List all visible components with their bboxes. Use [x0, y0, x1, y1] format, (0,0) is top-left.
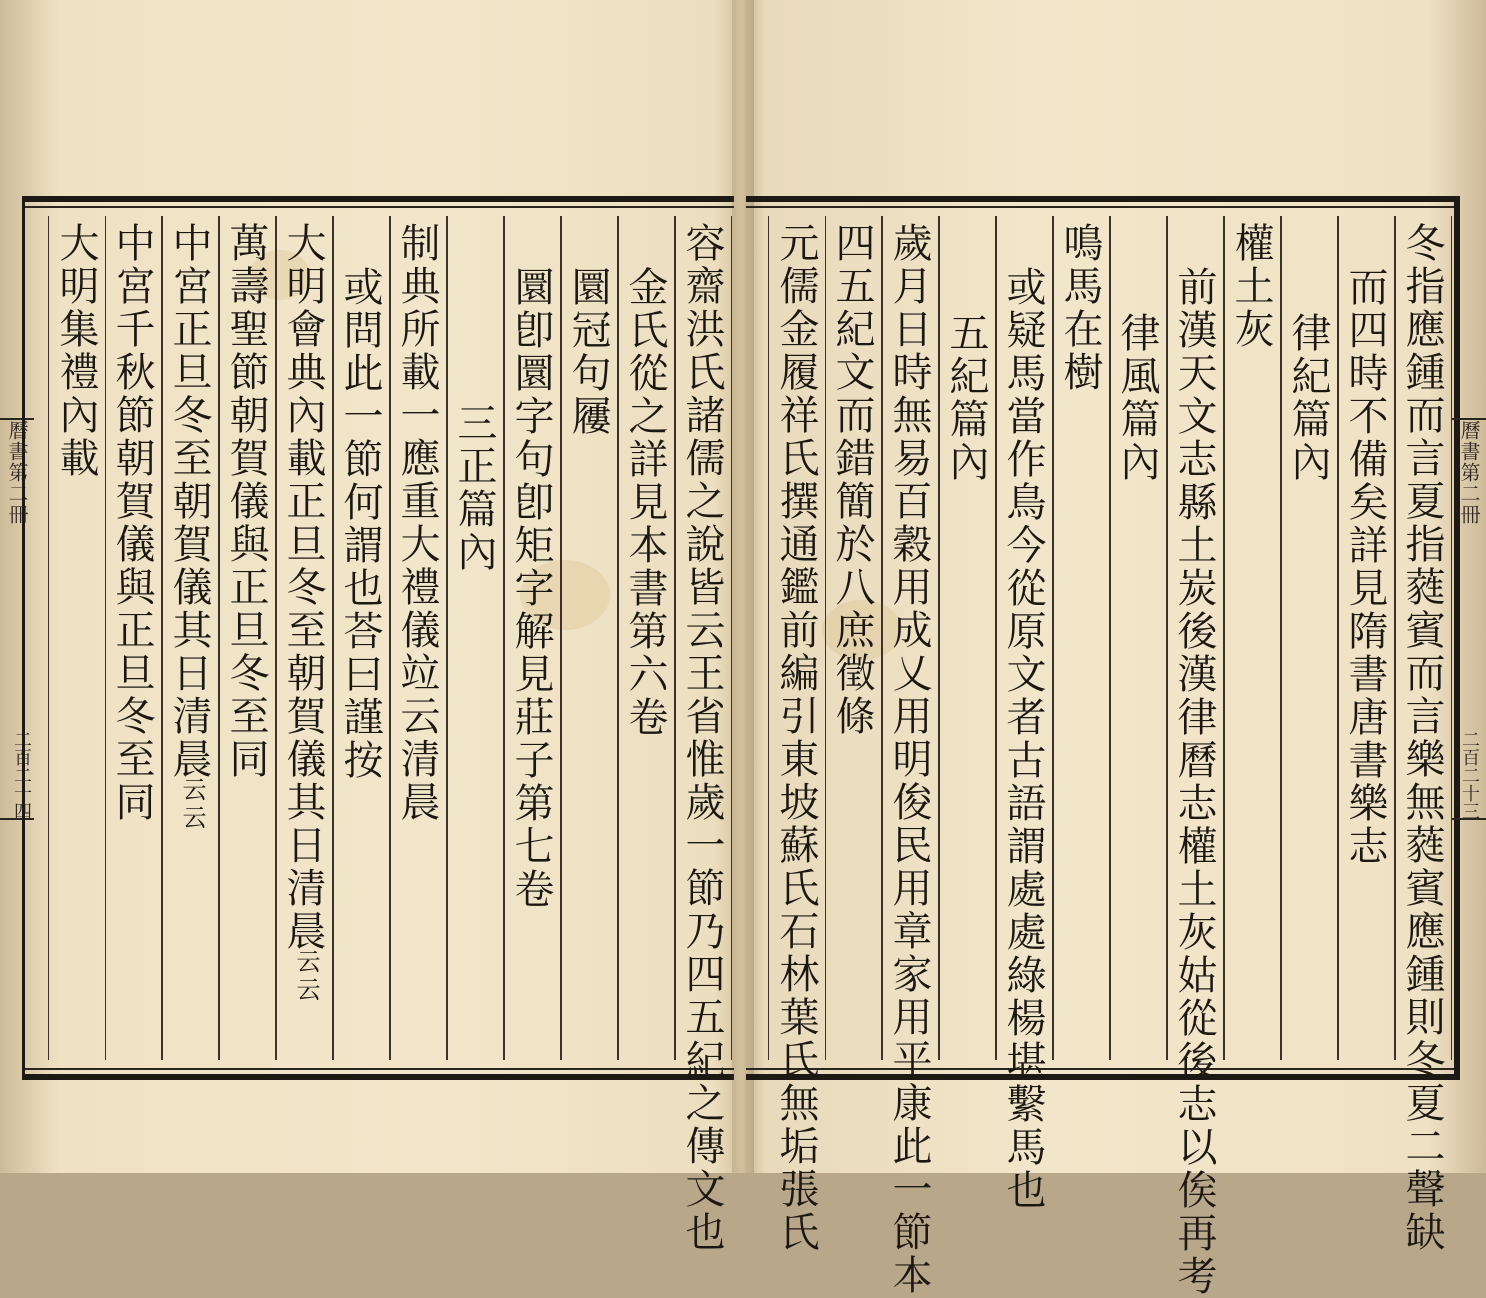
column-text: 律紀篇內 [1285, 312, 1331, 484]
column-text: 大明集禮內載 [53, 222, 99, 480]
column-text: 容齋洪氏諸儒之說皆云王省惟歲一節乃四五紀之傳文也 [679, 222, 725, 1254]
text-column [1224, 216, 1281, 1060]
column-text: 歲月日時無易百穀用成乂用明俊民用章家用平康此一節本 [886, 222, 932, 1297]
frame-rule [25, 1068, 734, 1070]
text-column [504, 216, 561, 1060]
text-column [105, 216, 162, 1060]
text-column [675, 216, 732, 1254]
column-text: 四五紀文而錯簡於八庶徵條 [829, 222, 875, 738]
fold-mark [1452, 418, 1486, 434]
left-margin-title: 曆書第二冊 [5, 420, 29, 525]
text-column [618, 216, 675, 1060]
text-column [825, 216, 882, 1060]
text-column [561, 216, 618, 1060]
column-text: 冬指應鍾而言夏指蕤賓而言樂無蕤賓應鍾則冬夏二聲缺 [1399, 222, 1445, 1254]
text-column [333, 216, 390, 1060]
text-column [768, 216, 825, 1254]
text-column [882, 216, 939, 1297]
right-margin-title: 曆書第二冊 [1457, 420, 1481, 525]
column-text: 元儒金履祥氏撰通鑑前編引東坡蘇氏石林葉氏無垢張氏 [773, 222, 819, 1254]
text-column [1281, 216, 1338, 1060]
right-page [742, 0, 1486, 1298]
column-text: 金氏從之詳見本書第六卷 [622, 266, 668, 739]
column-text: 或問此一節何謂也荅曰謹按 [337, 266, 383, 782]
text-column [162, 216, 219, 1060]
text-column [1110, 216, 1167, 1060]
column-text: 大明會典內載正旦冬至朝賀儀其日清晨 [280, 222, 326, 953]
frame-rule [746, 1068, 1454, 1070]
text-column [276, 216, 333, 1060]
left-text-frame [22, 196, 734, 1254]
column-text: 中宮千秋節朝賀儀與正旦冬至同 [109, 222, 155, 824]
column-text: 或疑馬當作鳥今從原文者古語謂處處綠楊堪繫馬也 [1000, 266, 1046, 1212]
column-text: 權土灰 [1228, 222, 1274, 351]
fold-mark [1452, 818, 1486, 834]
column-text: 律風篇內 [1114, 312, 1160, 484]
column-text: 三正篇內 [451, 402, 497, 574]
interlinear-note: 云云 [292, 949, 320, 1005]
text-column [939, 216, 996, 1060]
right-leaf-number: 二百二十三 [1459, 730, 1480, 820]
text-column [996, 216, 1053, 1212]
column-text: 而四時不備矣詳見隋書唐書樂志 [1342, 266, 1388, 868]
column-text: 制典所載一應重大禮儀竝云清晨 [394, 222, 440, 824]
right-text-frame [746, 196, 1460, 1298]
text-column [447, 216, 504, 1060]
column-text: 五紀篇內 [943, 312, 989, 484]
text-column [1395, 216, 1452, 1254]
text-column [1338, 216, 1395, 1060]
text-column [219, 216, 276, 1060]
text-column [1167, 216, 1224, 1298]
frame-rule [25, 206, 734, 208]
interlinear-note: 云云 [178, 777, 206, 833]
column-text: 圜冠句屨 [565, 266, 611, 438]
frame-rule [746, 206, 1454, 208]
left-page [0, 0, 742, 1254]
column-text: 圜卽圜字句卽矩字解見莊子第七卷 [508, 266, 554, 911]
column-text: 鳴馬在樹 [1057, 222, 1103, 394]
text-column [48, 216, 105, 1060]
text-column [1053, 216, 1110, 1060]
column-text: 前漢天文志縣土炭後漢律曆志權土灰姑從後志以俟再考 [1171, 266, 1217, 1298]
text-column [390, 216, 447, 1060]
column-text: 萬壽聖節朝賀儀與正旦冬至同 [223, 222, 269, 781]
column-text: 中宮正旦冬至朝賀儀其日清晨 [166, 222, 212, 781]
left-leaf-number: 二百二十四 [11, 730, 32, 820]
